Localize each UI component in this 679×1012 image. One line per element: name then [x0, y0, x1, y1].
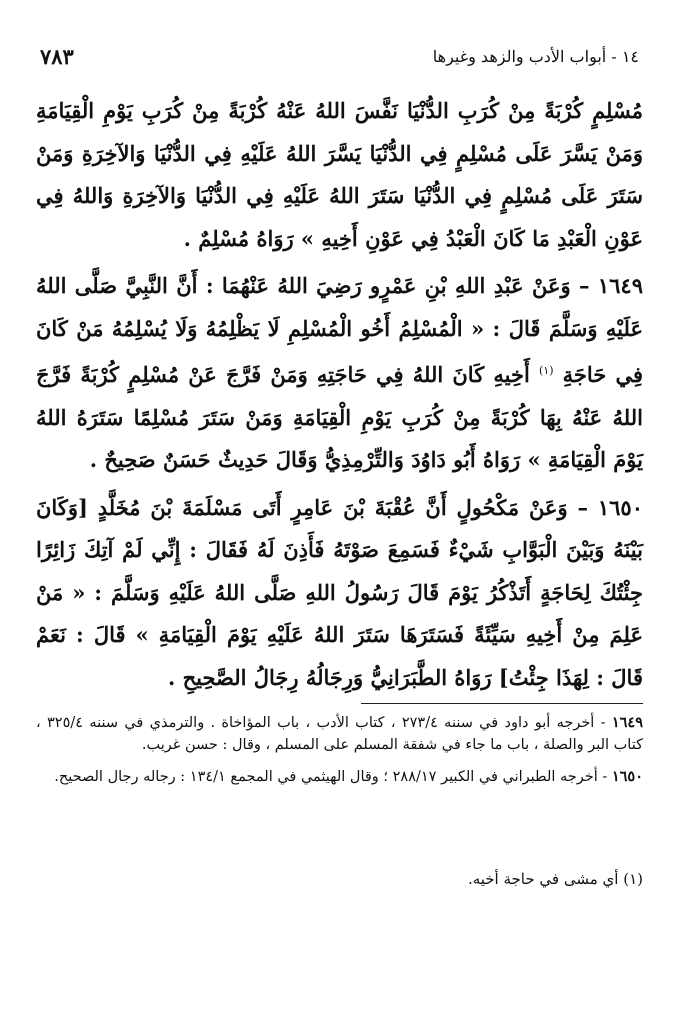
hadith-text: – وَعَنْ عَبْدِ اللهِ بْنِ عَمْرٍو رَضِيَ اللهُ عَنْهُمَا : أَنَّ النَّبِيَّ صَلَّى اللهُ عَلَيْهِ وَسَلَّمَ قَالَ : « الْمُسْلِمُ أَخُو الْمُسْلِمِ لَا يَظْلِمُهُ وَلَا يُسْلِمُهُ مَنْ كَانَ فِي حَاجَةِ: [36, 273, 644, 387]
footnote-number: ١٦٥٠: [611, 768, 643, 785]
footnote-text: - أخرجه الطبراني في الكبير ٢٨٨/١٧ ؛ وقال الهيثمي في المجمع ١٣٤/١ : رجاله رجال الصحيح.: [54, 769, 608, 785]
note-marker: (١): [538, 364, 554, 377]
hadith-number: ١٦٤٩: [597, 273, 643, 298]
main-text: [36, 90, 643, 699]
footnotes: [36, 712, 643, 798]
hadith-text: – وَعَنْ مَكْحُولٍ أَنَّ عُقْبَةَ بْنَ عَامِرٍ أَتَى مَسْلَمَةَ بْنَ مُخَلَّدٍ [وَكَانَ بَيْنَهُ وَبَيْنَ الْبَوَّابِ شَيْءٌ فَسَمِعَ صَوْتَهُ فَأَذِنَ لَهُ فَقَالَ : إِنِّي لَمْ آتِكَ زَائِرًا جِئْتُكَ لِحَاجَةٍ أَتَذْكُرُ يَوْمَ قَالَ رَسُولُ اللهِ صَلَّى اللهُ عَلَيْهِ وَسَلَّمَ : « مَنْ عَلِمَ مِنْ أَخِيهِ سَيِّئَةً فَسَتَرَهَا سَتَرَ اللهُ عَلَيْهِ يَوْمَ الْقِيَامَةِ » قَالَ : نَعَمْ قَالَ : لِهَذَا جِئْتُ] رَوَاهُ الطَّبَرَانِيُّ وَرِجَالُهُ رِجَالُ الصَّحِيحِ .: [36, 494, 643, 690]
footnote-divider: [361, 703, 643, 704]
explanatory-note: (١) أي مشى في حاجة أخيه.: [467, 870, 643, 888]
footnote-number: ١٦٤٩: [611, 714, 644, 731]
footnote-text: - أخرجه أبو داود في سننه ٢٧٣/٤ ، كتاب الأدب ، باب المؤاخاة . والترمذي في سننه ٣٢٥/٤ ، كتاب البر والصلة ، باب ما جاء في شفقة المسلم على المسلم ، وقال : حسن غريب.: [36, 715, 643, 753]
page-number: ٧٨٣: [40, 44, 74, 69]
hadith-1649: [36, 265, 643, 482]
hadith-number: ١٦٥٠: [597, 494, 643, 520]
hadith-1650: [36, 487, 643, 700]
hadith-text-continued: أَخِيهِ كَانَ اللهُ فِي حَاجَتِهِ وَمَنْ فَرَّجَ عَنْ مُسْلِمٍ كُرْبَةً فَرَّجَ اللهُ عَنْهُ بِهَا كُرْبَةً مِنْ كُرَبِ يَوْمِ الْقِيَامَةِ وَمَنْ سَتَرَ مُسْلِمًا سَتَرَهُ اللهُ يَوْمَ الْقِيَامَةِ » رَوَاهُ أَبُو دَاوُدَ وَالتِّرْمِذِيُّ وَقَالَ حَدِيثٌ حَسَنٌ صَحِيحٌ .: [36, 362, 643, 472]
footnote-1649: [36, 712, 643, 756]
running-title: ١٤ - أبواب الأدب والزهد وغيرها: [432, 47, 639, 66]
hadith-continuation: مُسْلِمٍ كُرْبَةً مِنْ كُرَبِ الدُّنْيَا نَفَّسَ اللهُ عَنْهُ كُرْبَةً مِنْ كُرَبِ يَوْمِ الْقِيَامَةِ وَمَنْ يَسَّرَ عَلَى مُسْلِمٍ فِي الدُّنْيَا يَسَّرَ اللهُ عَلَيْهِ فِي الدُّنْيَا وَالآخِرَةِ وَمَنْ سَتَرَ عَلَى مُسْلِمٍ فِي الدُّنْيَا سَتَرَ اللهُ عَلَيْهِ فِي الدُّنْيَا وَالآخِرَةِ وَاللهُ فِي عَوْنِ الْعَبْدِ مَا كَانَ الْعَبْدُ فِي عَوْنِ أَخِيهِ » رَوَاهُ مُسْلِمٌ .: [36, 98, 643, 251]
footnote-1650: [36, 766, 643, 788]
page-header: [40, 44, 639, 74]
